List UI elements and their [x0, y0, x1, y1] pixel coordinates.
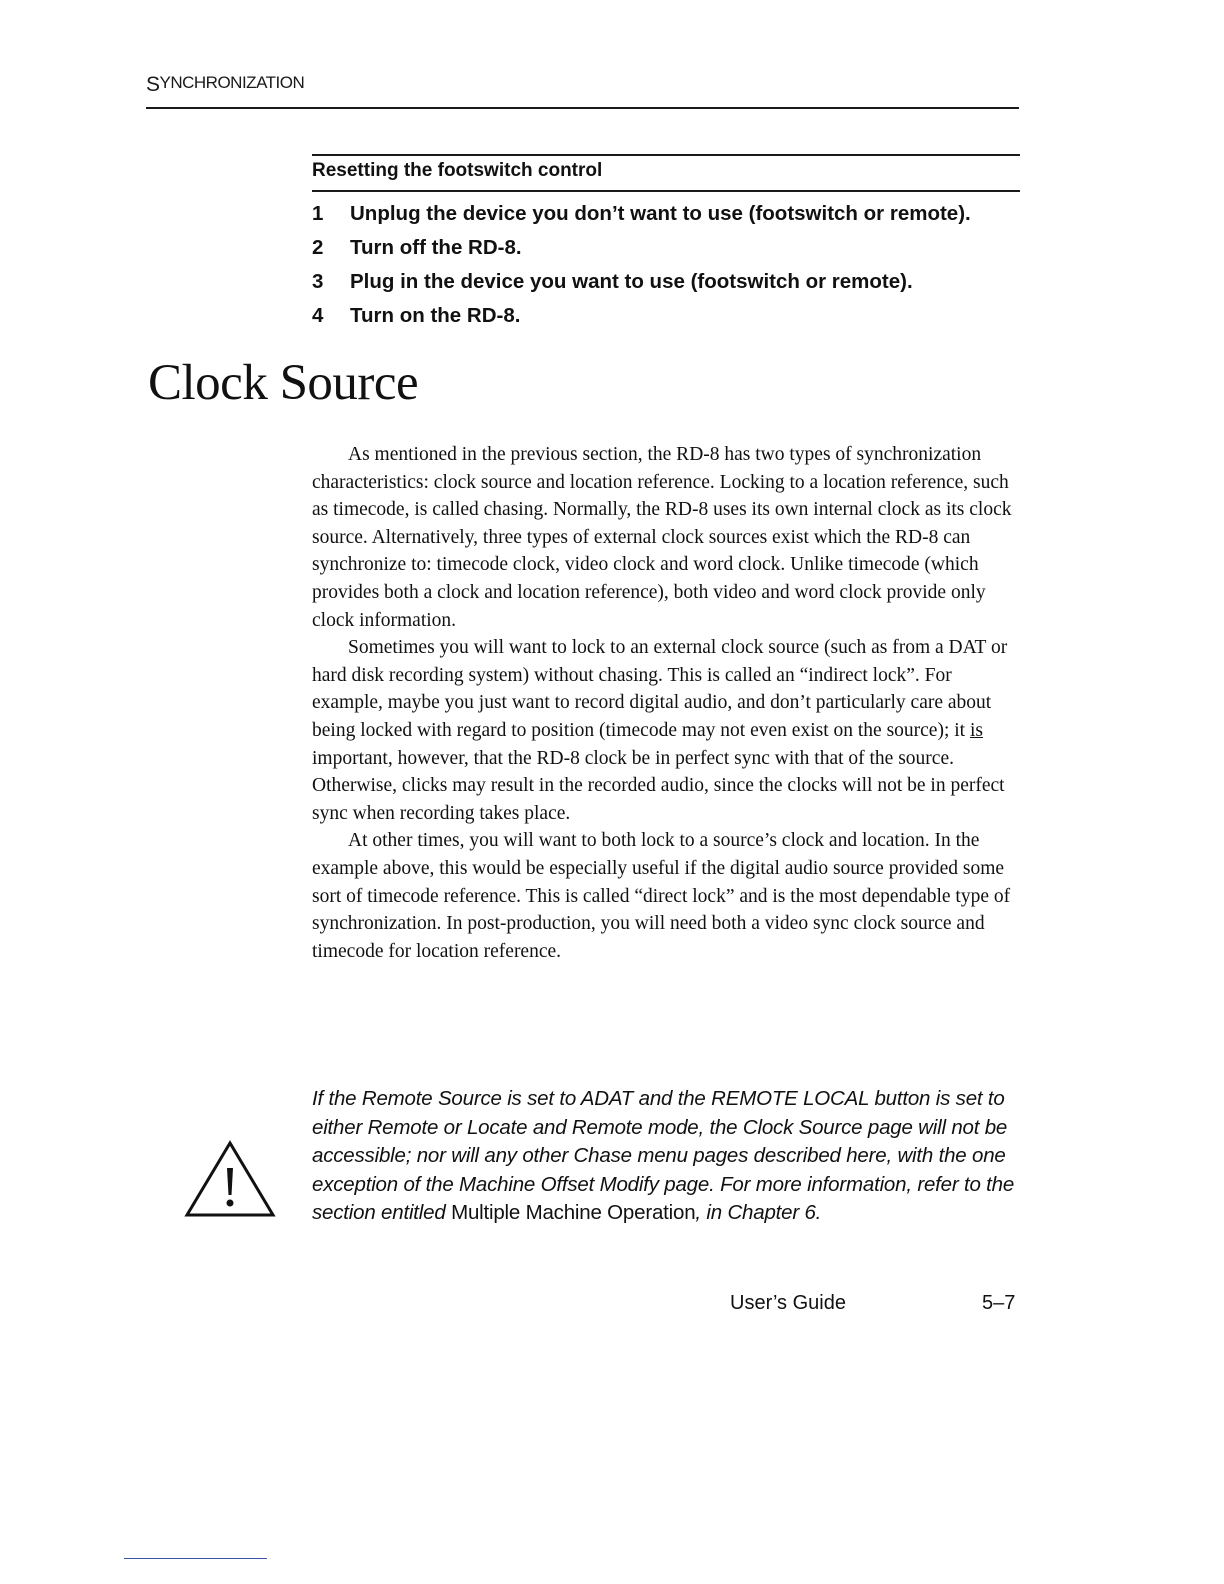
step-number: 1 — [312, 202, 324, 225]
procedure-step — [312, 300, 1022, 334]
note-text: , in Chapter 6. — [695, 1201, 822, 1225]
footer-label: User’s Guide — [730, 1292, 846, 1314]
note-text: If the Remote Source is set to ADAT and the REMOTE LOCAL button is set to either Remote or Locate and Remote mode, the Clock Source page will not be accessible; nor will any other Chase menu pages described here, with the one exception of the Machine Offset Modify page. For more information, refer to the section entitled — [312, 1087, 1015, 1225]
body-paragraph: As mentioned in the previous section, the RD-8 has two types of synchronization characteristics: clock source and location reference. Locking to a location reference, such as timecode, is called chasing. Normally, the RD-8 uses its own internal clock as its clock source. Alternatively, three types of external clock sources exist which the RD-8 can synchronize to: timecode clock, video clock and word clock. Unlike timecode (which provides both a clock and location reference), both video and word clock provide only clock information. — [312, 444, 1012, 631]
procedure-rule-bottom — [312, 190, 1020, 192]
paragraph-text: important, however, that the RD-8 clock be in perfect sync with that of the source. Otherwise, clicks may result in the recorded audio, since the clocks will not be in perfect sync when recording takes place. — [312, 747, 1005, 824]
note-reference: Multiple Machine Operation — [451, 1201, 696, 1225]
step-number: 4 — [312, 304, 324, 327]
body-paragraph: At other times, you will want to both lock to a source’s clock and location. In the example above, this would be especially useful if the digital audio source provided some sort of timecode reference. This is called “direct lock” and is the most dependable type of synchronization. In post-production, you will need both a video sync clock source and timecode for location reference. — [312, 830, 1011, 962]
emphasis-text: is — [969, 719, 983, 741]
paragraph-text: Sometimes you will want to lock to an external clock source (such as from a DAT or hard disk recording system) without chasing. This is called an “indirect lock”. For example, maybe you just want to record digital audio, and don’t particularly care about being locked with regard to position (timecode may not even exist on the source); it — [312, 637, 1008, 741]
caution-note — [312, 1085, 1032, 1228]
step-number: 3 — [312, 270, 324, 293]
warning-triangle-icon — [184, 1140, 276, 1218]
procedure-step — [312, 198, 1022, 232]
page-number: 5–7 — [982, 1292, 1016, 1314]
procedure-step — [312, 266, 1022, 300]
procedure-step — [312, 232, 1022, 266]
procedure-rule-top — [312, 154, 1020, 156]
running-head-initial: S — [146, 73, 160, 96]
header-rule — [146, 107, 1019, 109]
step-text: Turn off the RD-8. — [350, 236, 522, 259]
body-paragraph — [312, 634, 1022, 827]
step-text: Turn on the RD-8. — [350, 304, 521, 327]
scan-artifact-line — [124, 1558, 267, 1559]
section-body — [312, 441, 1022, 965]
running-head-text: YNCHRONIZATION — [159, 73, 305, 92]
step-text: Unplug the device you don’t want to use (footswitch or remote). — [350, 202, 971, 225]
running-head — [146, 70, 304, 94]
procedure-steps — [312, 198, 1022, 334]
step-number: 2 — [312, 236, 324, 259]
section-title: Clock Source — [148, 355, 419, 411]
procedure-title: Resetting the footswitch control — [312, 160, 603, 181]
step-text: Plug in the device you want to use (footswitch or remote). — [350, 270, 913, 293]
